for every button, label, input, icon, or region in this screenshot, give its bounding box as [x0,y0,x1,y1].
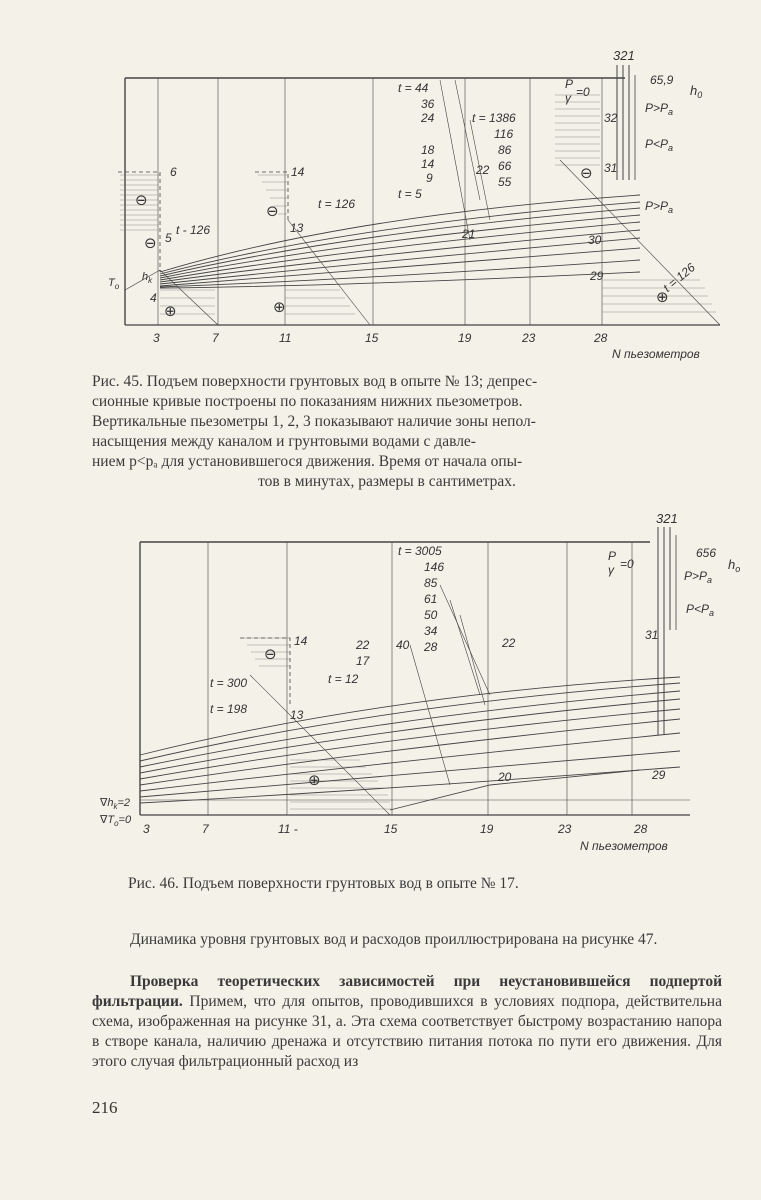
piezo-label: 31 [645,628,659,642]
piezo-label: 20 [498,770,512,784]
time-label: 61 [424,592,438,606]
p-gamma-den-label: γ [608,563,614,577]
p-gamma-label: P [608,549,617,563]
axis-tick: 3 [143,822,150,836]
time-label: 28 [424,640,438,654]
axis-tick: 11 [279,331,292,345]
piezo-label: 22 [502,636,516,650]
piezo-label: 32 [604,111,618,125]
piezo-label: 6 [170,165,177,179]
axis-tick: 7 [202,822,209,836]
level-label: 65,9 [650,73,674,87]
piezo-label: 31 [604,161,618,175]
caption-line: нием p<pₐ для установившегося движения. Время от начала опы- [92,453,523,470]
time-label: 50 [424,608,438,622]
paragraph-2-heading: Проверка теоретических зависимостей при неустановившейся подпертой фильтрации. [92,973,722,1010]
axis-tick: 3 [153,331,160,345]
time-label: 17 [356,654,370,668]
axis-tick: 28 [634,822,648,836]
time-label: t = 1386 [472,111,516,125]
hk-label: $h_k$ [142,271,153,285]
piezo-label: 21 [462,227,476,241]
paragraph-2 [92,972,722,1072]
time-label: 9 [426,171,433,185]
time-label: 24 [421,111,435,125]
caption-line: насыщения между каналом и грунтовыми водами с давле- [92,433,476,450]
caption-46: Рис. 46. Подъем поверхности грунтовых вод в опыте № 17. [128,875,519,892]
time-label: 40 [396,638,410,652]
p-gt2-label: $P>P_a$ [645,199,674,215]
figure-45 [0,40,761,370]
axis-tick: 19 [458,331,472,345]
figure-46-diagram [0,505,761,855]
axis-title: N пьезометров [612,347,700,361]
caption-line: Рис. 45. Подъем поверхности грунтовых вод в опыте № 13; депрес- [92,373,538,390]
plus-sign: ⊕ [273,299,286,316]
piezo-label: 29 [590,269,604,283]
axis-tick: 11 - [278,822,298,836]
axis-tick: 7 [212,331,219,345]
time-label: 14 [421,157,435,171]
p-eq-label: =0 [620,557,634,571]
piezometer-set-label: 321 [613,48,635,63]
paragraph-2-text: Примем, что для опытов, проводившихся в условиях подпора, действительна схема, изображенная на рисунке 31, а. Эта схема соответствует быстрому возрастанию напора в створе канала, наличию дренажа и отсутствию питания потока по пути его движения. Для этого случая фильтрационный расход из [92,993,722,1070]
minus-sign: ⊖ [580,165,593,182]
piezo-label: 29 [652,768,666,782]
t-label: t = 198 [210,702,248,716]
time-label: 36 [421,97,435,111]
piezo-label: 14 [294,634,308,648]
time-label: t = 5 [398,187,422,201]
h0-label: $h_0$ [690,83,703,100]
piezo-label: 13 [290,221,304,235]
figure-45-diagram [0,40,761,365]
caption-line: тов в минутах, размеры в сантиметрах. [258,473,516,490]
time-label: t = 12 [328,672,359,686]
time-label: 86 [498,143,512,157]
caption-line: сионные кривые построены по показаниям нижних пьезометров. [92,393,523,410]
figure-46 [0,505,761,860]
p-gamma-label: P [565,77,574,91]
axis-tick: 15 [365,331,379,345]
paragraph-1: Динамика уровня грунтовых вод и расходов проиллюстрирована на рисунке 47. [130,931,658,948]
minus-sign: ⊖ [264,646,277,663]
page-number: 216 [92,1098,118,1117]
time-label: 55 [498,175,512,189]
piezo-label: 30 [588,233,602,247]
t-label: t = 126 [660,260,698,295]
piezometer-set-label: 321 [656,511,678,526]
piezo-label: 22 [476,163,490,177]
plus-sign: ⊕ [308,772,321,789]
minus-sign: ⊖ [266,203,279,220]
p-gt-label: $P>P_a$ [684,569,713,585]
axis-tick: 15 [384,822,398,836]
h0-label: $h_o$ [728,557,741,574]
time-label: t = 44 [398,81,429,95]
time-label: t = 3005 [398,544,442,558]
t-label: t = 126 [318,197,356,211]
p-eq-label: =0 [576,85,590,99]
time-label: 18 [421,143,435,157]
p-lt-label: $P<P_a$ [645,137,674,153]
t0-label: $T_o$ [108,277,120,291]
piezo-label: 4 [150,291,157,305]
axis-tick: 28 [594,331,608,345]
plus-sign: ⊕ [656,289,669,306]
t-label: t = 300 [210,676,248,690]
caption-line: Вертикальные пьезометры 1, 2, 3 показывают наличие зоны непол- [92,413,536,430]
minus-sign: ⊖ [144,235,157,252]
t-label: t - 126 [176,223,211,237]
axis-tick: 23 [522,331,536,345]
axis-tick: 23 [558,822,572,836]
piezo-label: 14 [291,165,305,179]
level-label: 656 [696,546,717,560]
time-label: 34 [424,624,438,638]
p-lt-label: $P<P_a$ [686,602,715,618]
caption-45 [92,372,682,492]
time-label: 116 [494,127,514,141]
time-label: 22 [356,638,370,652]
hk-label: $\nabla h_k=2$ [100,797,131,811]
piezo-label: 13 [290,708,304,722]
t0-label: $\nabla T_o=0$ [100,814,132,828]
p-gamma-den-label: γ [565,91,571,105]
piezo-label: 5 [165,231,172,245]
p-gt-label: $P>P_a$ [645,101,674,117]
axis-title: N пьезометров [580,839,668,853]
time-label: 85 [424,576,438,590]
time-label: 146 [424,560,445,574]
plus-sign: ⊕ [164,303,177,320]
axis-tick: 19 [480,822,494,836]
time-label: 66 [498,159,512,173]
minus-sign: ⊖ [135,192,148,209]
